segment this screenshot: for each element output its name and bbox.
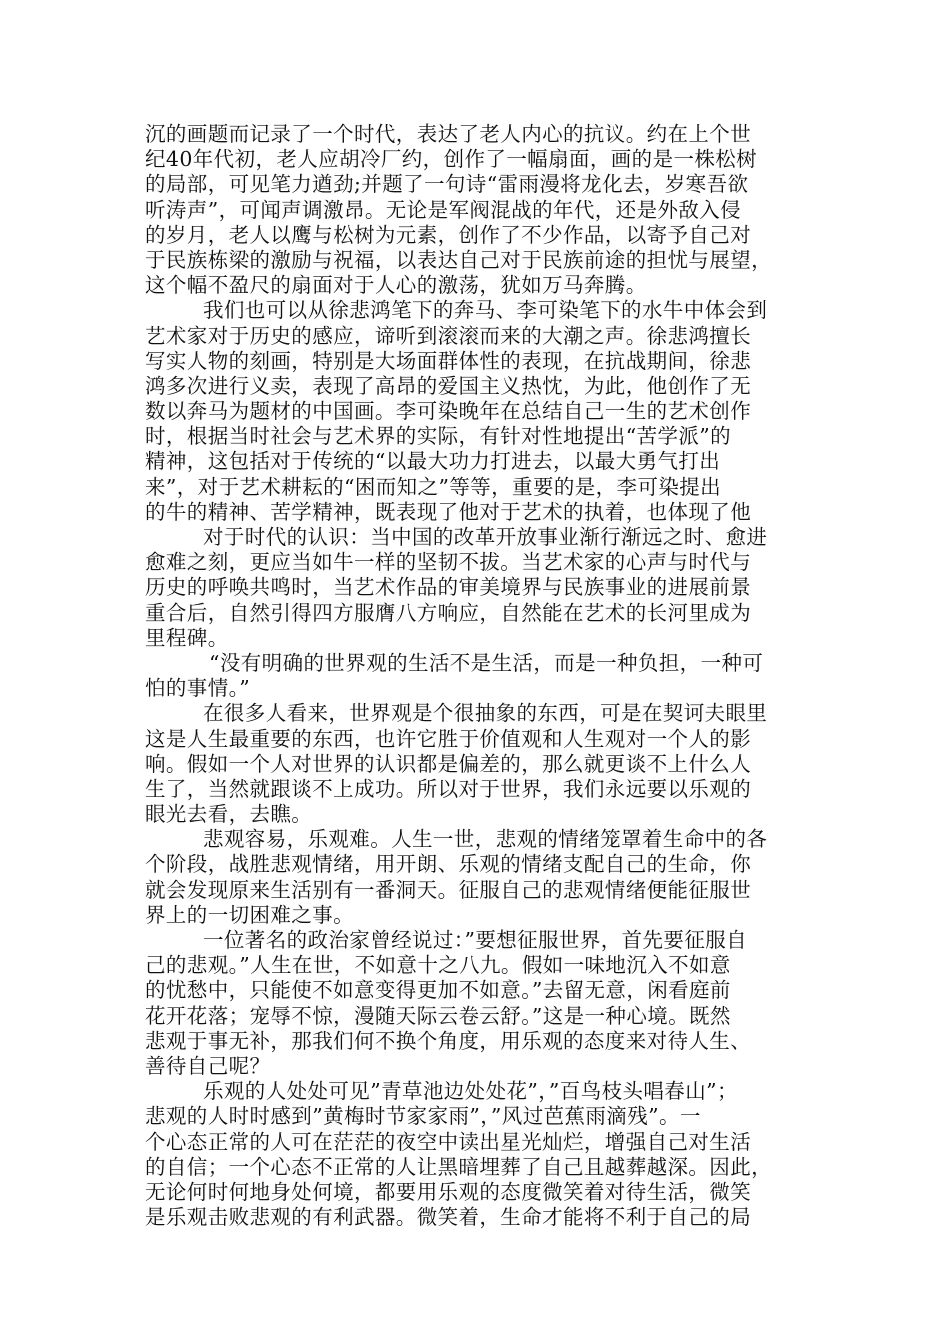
text-line: 时，根据当时社会与艺术界的实际，有针对性地提出“苦学派”的 (145, 424, 732, 449)
text-line: 愈难之刻，更应当如牛一样的坚韧不拔。当艺术家的心声与时代与 (145, 550, 752, 575)
text-line: 生了，当然就跟谈不上成功。所以对于世界，我们永远要以乐观的 (145, 776, 752, 801)
text-line: 的自信；一个心态不正常的人让黑暗埋葬了自己且越葬越深。因此， (145, 1154, 772, 1179)
text-line: 这是人生最重要的东西，也许它胜于价值观和人生观对一个人的影 (145, 726, 752, 751)
text-line: 数以奔马为题材的中国画。李可染晚年在总结自己一生的艺术创作 (145, 399, 752, 424)
text-line: 一位著名的政治家曾经说过：”要想征服世界，首先要征服自 (203, 928, 748, 952)
text-line: 就会发现原来生活别有一番洞天。征服自己的悲观情绪便能征服世 (145, 877, 752, 902)
text-line: 怕的事情。” (145, 676, 251, 701)
text-line: 于民族栋梁的激励与祝福，以表达自己对于民族前途的担忧与展望， (145, 247, 772, 272)
text-line: 我们也可以从徐悲鸿笔下的奔马、李可染笔下的水牛中体会到 (203, 298, 768, 323)
text-line: 悲观于事无补，那我们何不换个角度，用乐观的态度来对待人生、 (145, 1028, 752, 1053)
text-line: 响。假如一个人对世界的认识都是偏差的，那么就更谈不上什么人 (145, 751, 752, 776)
text-line: 历史的呼唤共鸣时，当艺术作品的审美境界与民族事业的进展前景 (145, 575, 752, 600)
text-line: 的牛的精神、苦学精神，既表现了他对于艺术的执着，也体现了他 (145, 499, 752, 524)
text-line: 沉的画题而记录了一个时代，表达了老人内心的抗议。约在上个世 (145, 122, 752, 146)
text-line: 重合后，自然引得四方服膺八方响应，自然能在艺术的长河里成为 (145, 600, 752, 625)
text-line: 个阶段，战胜悲观情绪，用开朗、乐观的情绪支配自己的生命，你 (145, 852, 752, 877)
text-line: 听涛声”，可闻声调激昂。无论是军阀混战的年代，还是外敌入侵 (145, 197, 742, 222)
text-line: 在很多人看来，世界观是个很抽象的东西，可是在契诃夫眼里 (203, 701, 768, 726)
text-line: 个心态正常的人可在茫茫的夜空中读出星光灿烂，增强自己对生活 (145, 1129, 752, 1154)
text-line: 写实人物的刻画，特别是大场面群体性的表现，在抗战期间，徐悲 (145, 348, 752, 373)
text-line: 己的悲观。”人生在世，不如意十之八九。假如一味地沉入不如意 (145, 953, 731, 978)
text-line: 鸿多次进行义卖，表现了高昂的爱国主义热忱，为此，他创作了无 (145, 373, 752, 398)
text-line: 是乐观击败悲观的有利武器。微笑着，生命才能将不利于自己的局 (145, 1205, 752, 1230)
text-line: 的局部，可见笔力遒劲;并题了一句诗“雷雨漫将龙化去，岁寒吾欲 (145, 172, 749, 197)
text-line: 这个幅不盈尺的扇面对于人心的激荡，犹如万马奔腾。 (145, 273, 647, 298)
text-line: 乐观的人处处可见”青草池边处处花”，”百鸟枝头唱春山”； (203, 1079, 738, 1104)
text-line: 善待自己呢？ (145, 1053, 271, 1078)
text-line: 花开花落；宠辱不惊，漫随天际云卷云舒。”这是一种心境。既然 (145, 1003, 731, 1028)
text-line: 精神，这包括对于传统的“以最大功力打进去，以最大勇气打出 (145, 449, 721, 474)
text-line: 无论何时何地身处何境，都要用乐观的态度微笑着对待生活，微笑 (145, 1179, 752, 1204)
text-line: 来”，对于艺术耕耘的“困而知之”等等，重要的是，李可染提出 (145, 474, 722, 499)
text-line: 眼光去看，去瞧。 (145, 802, 313, 827)
text-line: 纪40年代初，老人应胡冷厂约，创作了一幅扇面，画的是一株松树 (145, 147, 758, 172)
text-line: 悲观容易，乐观难。人生一世，悲观的情绪笼罩着生命中的各 (203, 827, 768, 852)
text-line: 的忧愁中，只能使不如意变得更加不如意。”去留无意，闲看庭前 (145, 978, 731, 1003)
text-line: 界上的一切困难之事。 (145, 902, 354, 927)
text-line: 悲观的人时时感到”黄梅时节家家雨”，”风过芭蕉雨滴残”。一 (145, 1104, 701, 1129)
document-body (145, 122, 815, 1230)
text-line: “没有明确的世界观的生活不是生活，而是一种负担，一种可 (209, 650, 764, 675)
text-line: 里程碑。 (145, 625, 229, 650)
text-line: 的岁月，老人以鹰与松树为元素，创作了不少作品，以寄予自己对 (145, 222, 752, 247)
text-line: 对于时代的认识：当中国的改革开放事业渐行渐远之时、愈进 (203, 525, 768, 549)
text-line: 艺术家对于历史的感应，谛听到滚滚而来的大潮之声。徐悲鸿擅长 (145, 323, 752, 348)
